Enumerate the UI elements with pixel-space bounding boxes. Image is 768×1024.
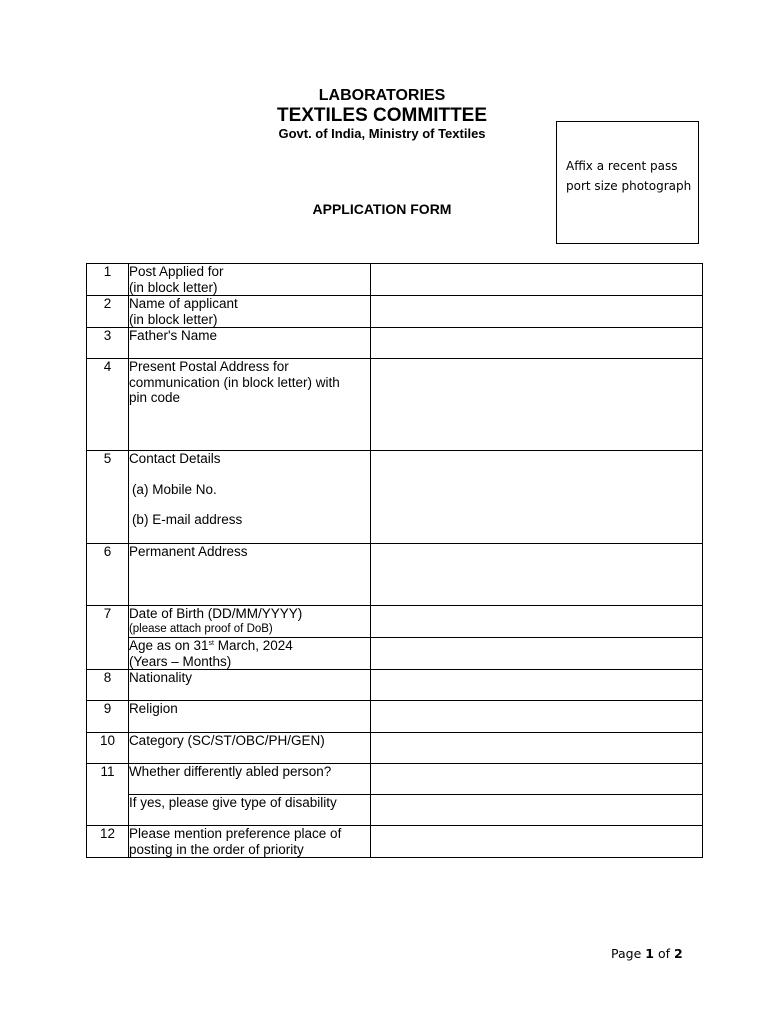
age-field[interactable] [370, 638, 702, 670]
row-number: 6 [87, 544, 129, 606]
row-number: 3 [87, 328, 129, 359]
label-line: If yes, please give type of disability [128, 795, 337, 810]
row-number: 12 [87, 826, 129, 858]
label-line: Contact Details [128, 451, 221, 466]
label-line: (Years – Months) [128, 653, 232, 669]
label-line: Father's Name [128, 328, 218, 343]
row-number: 4 [87, 359, 129, 451]
row-label [128, 544, 370, 606]
table-row [87, 264, 703, 296]
table-row [87, 328, 703, 359]
row-number: 5 [87, 451, 129, 544]
row-number: 11 [87, 764, 129, 826]
row-label [128, 638, 370, 670]
differently-abled-field[interactable] [370, 764, 702, 795]
table-row [87, 764, 703, 795]
label-line: pin code [128, 390, 180, 405]
category-field[interactable] [370, 733, 702, 764]
label-line: (please attach proof of DoB) [128, 622, 273, 635]
row-number: 7 [87, 606, 129, 670]
org-subtitle: Govt. of India, Ministry of Textiles [278, 126, 486, 141]
label-line: (a) Mobile No. [131, 481, 217, 497]
postal-address-field[interactable] [370, 359, 702, 451]
row-label [128, 264, 370, 296]
application-form-table [86, 263, 703, 858]
label-line: Post Applied for [128, 264, 224, 279]
label-line: Please mention preference place of [128, 826, 342, 841]
permanent-address-field[interactable] [370, 544, 702, 606]
row-number: 8 [87, 670, 129, 701]
row-label [128, 296, 370, 328]
label-line: Present Postal Address for [128, 359, 289, 374]
label-line: Nationality [128, 670, 192, 685]
table-row [87, 795, 703, 826]
org-line-1: LABORATORIES [318, 87, 446, 104]
label-line: Religion [128, 701, 178, 716]
father-name-field[interactable] [370, 328, 702, 359]
row-label [128, 670, 370, 701]
photo-box [556, 121, 699, 244]
table-row [87, 638, 703, 670]
posting-preference-field[interactable] [370, 826, 702, 858]
label-line: (in block letter) [128, 311, 218, 327]
row-label [128, 733, 370, 764]
row-label [128, 764, 370, 795]
table-row [87, 701, 703, 733]
row-number: 9 [87, 701, 129, 733]
row-label [128, 795, 370, 826]
row-number: 1 [87, 264, 129, 296]
label-line: Category (SC/ST/OBC/PH/GEN) [128, 733, 325, 748]
photo-instruction-line-2: port size photograph [566, 179, 692, 193]
table-row [87, 606, 703, 638]
label-line: posting in the order of priority [128, 841, 304, 857]
row-label [128, 451, 370, 544]
label-line: Name of applicant [128, 296, 238, 311]
label-line: Date of Birth (DD/MM/YYYY) [128, 606, 303, 621]
photo-instruction-line-1: Affix a recent pass [566, 159, 678, 173]
org-title: TEXTILES COMMITTEE [276, 105, 488, 126]
row-label [128, 606, 370, 638]
row-number: 2 [87, 296, 129, 328]
dob-field[interactable] [370, 606, 702, 638]
table-row [87, 826, 703, 858]
table-row [87, 296, 703, 328]
row-label [128, 701, 370, 733]
row-label [128, 359, 370, 451]
label-line: (in block letter) [128, 279, 218, 295]
form-title: APPLICATION FORM [312, 201, 452, 217]
applicant-name-field[interactable] [370, 296, 702, 328]
religion-field[interactable] [370, 701, 702, 733]
table-row [87, 733, 703, 764]
row-number: 10 [87, 733, 129, 764]
label-line: Permanent Address [128, 544, 248, 559]
post-applied-field[interactable] [370, 264, 702, 296]
label-line: communication (in block letter) with [128, 374, 340, 390]
table-row [87, 544, 703, 606]
contact-details-field[interactable] [370, 451, 702, 544]
table-row [87, 670, 703, 701]
page-number: Page 1 of 2 [611, 946, 683, 961]
row-label [128, 826, 370, 858]
table-row [87, 359, 703, 451]
label-line: (b) E-mail address [131, 512, 243, 527]
table-row [87, 451, 703, 544]
label-line: Whether differently abled person? [128, 764, 332, 779]
label-line: Age as on 31st March, 2024 [128, 638, 293, 653]
disability-type-field[interactable] [370, 795, 702, 826]
row-label [128, 328, 370, 359]
nationality-field[interactable] [370, 670, 702, 701]
